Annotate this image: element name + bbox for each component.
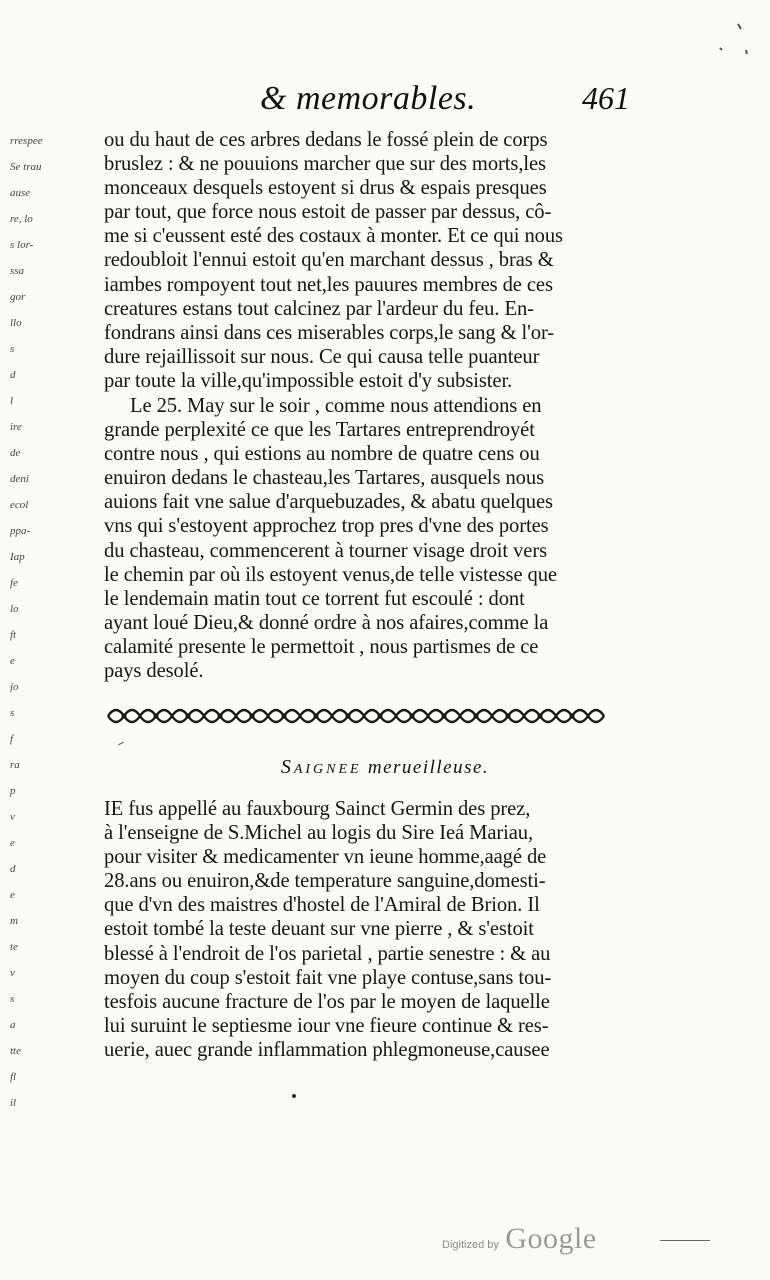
text-line: pays desolé. (104, 660, 204, 683)
text-line: calamité presente le permettoit , nous partismes de ce (104, 635, 539, 658)
margin-fragment: Se trau (10, 161, 42, 173)
margin-fragment: s (10, 707, 15, 719)
margin-fragment: il (10, 1097, 17, 1109)
margin-fragment: d (10, 863, 16, 875)
text-line: uerie, auec grande inflammation phlegmoneuse,causee (104, 1038, 550, 1061)
margin-fragment: v (10, 811, 15, 823)
text-line: 28.ans ou enuiron,&de temperature sanguine,domesti- (104, 870, 546, 893)
text-line: moyen du coup s'estoit fait vne playe contuse,sans tou- (104, 966, 552, 989)
margin-fragment: rrespee (10, 135, 43, 147)
margin-fragment: a (10, 1019, 16, 1031)
stray-tick (118, 742, 124, 745)
margin-fragment: Iap (10, 551, 25, 563)
margin-fragment: s (10, 343, 15, 355)
margin-fragment: m (10, 915, 18, 927)
paragraph-1 (104, 128, 614, 393)
margin-fragment: te (10, 941, 18, 953)
paragraph-2 (104, 394, 614, 683)
margin-fragment: ause (10, 187, 31, 199)
text-line: le chemin par où ils estoyent venus,de telle vistesse que (104, 563, 557, 586)
margin-fragment: deni (10, 473, 29, 485)
running-title: & memorables. (260, 80, 477, 117)
digitized-by-label: Digitized by (442, 1239, 499, 1251)
margin-fragment: jo (10, 681, 19, 693)
margin-fragment: s lor- (10, 239, 34, 251)
stray-ink-dot (292, 1094, 296, 1098)
text-line: monceaux desquels estoyent si drus & espais presques (104, 177, 547, 200)
margin-fragment: fe (10, 577, 18, 589)
margin-fragment: ra (10, 759, 20, 771)
text-line: ayant loué Dieu,& donné ordre à nos afaires,comme la (104, 611, 549, 634)
margin-fragment: ppa- (10, 525, 31, 537)
margin-fragment: ssa (10, 265, 25, 277)
margin-fragment: fl (10, 1071, 17, 1083)
paragraph-3 (104, 797, 614, 1062)
left-margin-bleedthrough (10, 128, 44, 1116)
text-line: vns qui s'estoyent approchez trop pres d'vne des portes (104, 515, 549, 538)
text-line: enuiron dedans le chasteau,les Tartares, ausquels nous (104, 467, 544, 490)
text-line: grande perplexité ce que les Tartares entreprendroyét (104, 419, 535, 442)
text-line: fondrans ainsi dans ces miserables corps,le sang & l'or- (104, 321, 555, 344)
margin-fragment: ft (10, 629, 17, 641)
margin-fragment: ecol (10, 499, 29, 511)
section-title (0, 756, 770, 779)
margin-fragment: p (10, 785, 16, 797)
google-logo: Google (505, 1222, 597, 1255)
text-line: estoit tombé la teste deuant sur vne pierre , & s'estoit (104, 918, 534, 941)
text-line: dure rejaillissoit sur nous. Ce qui causa telle puanteur (104, 345, 540, 368)
text-line: le lendemain matin tout ce torrent fut escoulé : dont (104, 587, 525, 610)
margin-fragment: d (10, 369, 16, 381)
text-line: auions fait vne salue d'arquebuzades, & abatu quelques (104, 491, 553, 514)
margin-fragment: gor (10, 291, 26, 303)
text-line: IE fus appellé au fauxbourg Sainct Germin des prez, (104, 798, 531, 820)
text-line: me si c'eussent esté des costaux à monter. Et ce qui nous (104, 225, 563, 248)
text-line: ou du haut de ces arbres dedans le fossé plein de corps (104, 129, 548, 151)
margin-fragment: de (10, 447, 21, 459)
margin-fragment: re, lo (10, 213, 33, 225)
section-title-rest: merueilleuse. (367, 757, 490, 778)
text-line: pour visiter & medicamenter vn ieune homme,aagé de (104, 846, 547, 869)
margin-fragment: e (10, 837, 15, 849)
digitized-by-watermark (442, 1222, 597, 1256)
text-line: blessé à l'endroit de l'os parietal , partie senestre : & au (104, 942, 551, 965)
ornamental-divider (106, 700, 608, 732)
margin-fragment: v (10, 967, 15, 979)
margin-fragment: f (10, 733, 14, 745)
text-line: lui suruint le septiesme iour vne fieure continue & res- (104, 1014, 549, 1037)
page-number: 461 (582, 80, 630, 116)
page-header (230, 80, 630, 120)
text-line: tesfois aucune fracture de l'os par le moyen de laquelle (104, 990, 550, 1013)
margin-fragment: e (10, 889, 15, 901)
margin-fragment: tte (10, 1045, 21, 1057)
text-line: bruslez : & ne pouuions marcher que sur des morts,les (104, 153, 546, 176)
margin-fragment: lo (10, 603, 19, 615)
section-title-caps: Saignee (280, 756, 362, 778)
text-line: du chasteau, commencerent à tourner visage droit vers (104, 539, 548, 562)
margin-fragment: s (10, 993, 15, 1005)
text-line: que d'vn des maistres d'hostel de l'Amiral de Brion. Il (104, 894, 540, 917)
text-line: à l'enseigne de S.Michel au logis du Sire Ieá Mariau, (104, 822, 534, 845)
text-line: Le 25. May sur le soir , comme nous attendions en (130, 395, 542, 417)
margin-fragment: llo (10, 317, 22, 329)
text-line: par toute la ville,qu'impossible estoit d'y subsister. (104, 369, 513, 392)
text-line: contre nous , qui estions au nombre de quatre cens ou (104, 443, 540, 466)
margin-fragment: e (10, 655, 15, 667)
corner-bleed-marks (700, 10, 760, 80)
text-line: redoubloit l'ennui estoit qu'en marchant dessus , bras & (104, 249, 554, 272)
margin-fragment: ire (10, 421, 22, 433)
footer-rule (660, 1240, 710, 1241)
text-line: iambes rompoyent tout net,les pauures membres de ces (104, 273, 553, 296)
margin-fragment: l (10, 395, 14, 407)
text-line: par tout, que force nous estoit de passer par dessus, cô- (104, 201, 552, 224)
text-line: creatures estans tout calcinez par l'ardeur du feu. En- (104, 297, 534, 320)
